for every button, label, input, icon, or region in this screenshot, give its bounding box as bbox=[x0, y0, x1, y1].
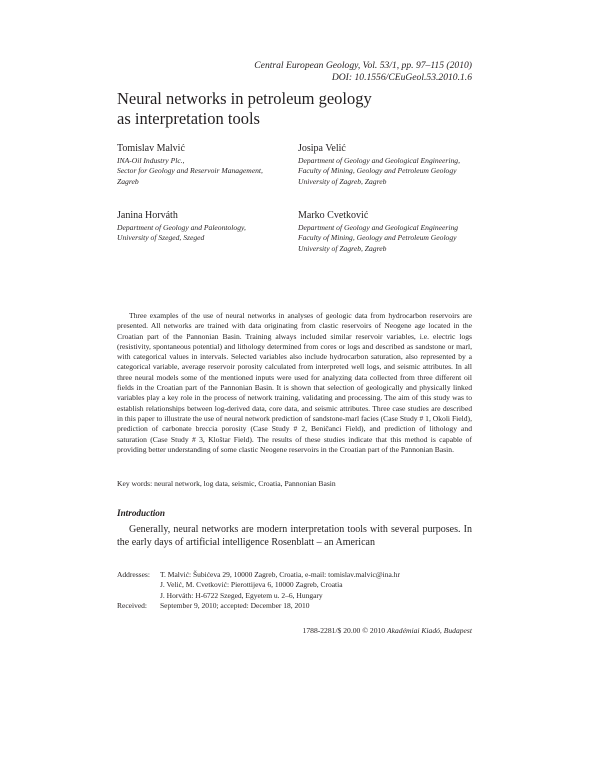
author-block-1 bbox=[117, 143, 297, 187]
author-affiliation bbox=[117, 156, 297, 187]
author-affiliation bbox=[298, 223, 478, 254]
address-line: T. Malvić: Šubićeva 29, 10000 Zagreb, Croatia, e-mail: tomislav.malvic@ina.hr bbox=[160, 570, 400, 579]
address-line: J. Velić, M. Cvetković: Pierottijeva 6, 10000 Zagreb, Croatia bbox=[160, 580, 343, 590]
affiliation-line: Faculty of Mining, Geology and Petroleum Geology bbox=[298, 166, 457, 176]
journal-header bbox=[254, 60, 472, 84]
affiliation-line: INA-Oil Industry Plc., bbox=[117, 156, 185, 165]
author-block-2 bbox=[298, 143, 478, 187]
paper-title bbox=[117, 89, 477, 129]
author-name: Tomislav Malvić bbox=[117, 143, 185, 154]
author-name: Marko Cvetković bbox=[298, 210, 369, 221]
affiliation-line: Faculty of Mining, Geology and Petroleum Geology bbox=[298, 233, 457, 243]
affiliation-line: Sector for Geology and Reservoir Management, bbox=[117, 166, 263, 176]
introduction-text: Generally, neural networks are modern interpretation tools with several purposes. In the early days of artificial intelligence Rosenblatt – an American bbox=[117, 524, 472, 548]
abstract: Three examples of the use of neural networks in analyses of geologic data from hydrocarbon reservoirs are presented. All networks are trained with data originating from clastic reservoirs of Neogene age located in the Croatian part of the Pannonian Basin. Training always included similar reservoir variables, i.e. electric logs (resistivity, spontaneous potential) and lithology determined from cores or logs and described as sandstone or marl, with categorical values in intervals. Selected variables also include hydrocarbon saturation, also represented by a categorical variable, average reservoir porosity calculated from interpreted well logs, and seismic attributes. In all three neural models some of the mentioned inputs were used for analyzing data collected from three different oil fields in the Croatian part of the Pannonian Basin. It is shown that selection of geologically and physically linked variables play a key role in the process of network training, validating and processing. The aim of this study was to establish relationships between log-derived data, core data, and seismic attributes. Three case studies are described in this paper to illustrate the use of neural network prediction of sandstone-marl facies (Case Study # 1, Okoli Field), prediction of carbonate breccia porosity (Case Study # 2, Beničanci Field), and prediction of lithology and saturation (Case Study # 3, Kloštar Field). The results of these studies indicate that this method is capable of providing better understanding of some clastic Neogene reservoirs in the Croatian part of the Pannonian Basin. bbox=[117, 311, 472, 454]
affiliation-line: University of Zagreb, Zagreb bbox=[298, 176, 387, 186]
affiliation-line: Department of Geology and Geological Engineering, bbox=[298, 156, 460, 165]
addresses-label: Addresses: bbox=[117, 570, 150, 579]
section-heading-introduction: Introduction bbox=[117, 508, 165, 518]
journal-citation: Central European Geology, Vol. 53/1, pp. 97–115 (2010) bbox=[254, 60, 472, 71]
author-block-4 bbox=[298, 210, 478, 254]
author-affiliation bbox=[117, 223, 297, 244]
addresses-block bbox=[117, 570, 477, 612]
author-name: Josipa Velić bbox=[298, 143, 346, 154]
author-block-3 bbox=[117, 210, 297, 244]
affiliation-line: Zagreb bbox=[117, 176, 139, 186]
keywords: Key words: neural network, log data, seismic, Croatia, Pannonian Basin bbox=[117, 479, 336, 488]
journal-doi: DOI: 10.1556/CEuGeol.53.2010.1.6 bbox=[331, 72, 472, 83]
address-row bbox=[117, 570, 477, 580]
title-line-1: Neural networks in petroleum geology bbox=[117, 89, 372, 108]
author-affiliation bbox=[298, 156, 478, 187]
publisher: Akadémiai Kiadó, Budapest bbox=[387, 626, 472, 635]
title-line-2: as interpretation tools bbox=[117, 109, 260, 128]
copyright-line bbox=[303, 626, 472, 636]
affiliation-line: University of Szeged, Szeged bbox=[117, 233, 205, 243]
affiliation-line: Department of Geology and Paleontology, bbox=[117, 223, 246, 232]
address-line: J. Horváth: H-6722 Szeged, Egyetem u. 2–6, Hungary bbox=[160, 590, 323, 600]
author-name: Janina Horváth bbox=[117, 210, 178, 221]
received-dates: September 9, 2010; accepted: December 18, 2010 bbox=[160, 601, 310, 611]
copyright-text: 1788-2281/$ 20.00 © 2010 bbox=[302, 626, 387, 635]
affiliation-line: Department of Geology and Geological Engineering bbox=[298, 223, 459, 232]
received-row bbox=[117, 601, 477, 611]
affiliation-line: University of Zagreb, Zagreb bbox=[298, 243, 387, 253]
received-label: Received: bbox=[117, 601, 147, 611]
